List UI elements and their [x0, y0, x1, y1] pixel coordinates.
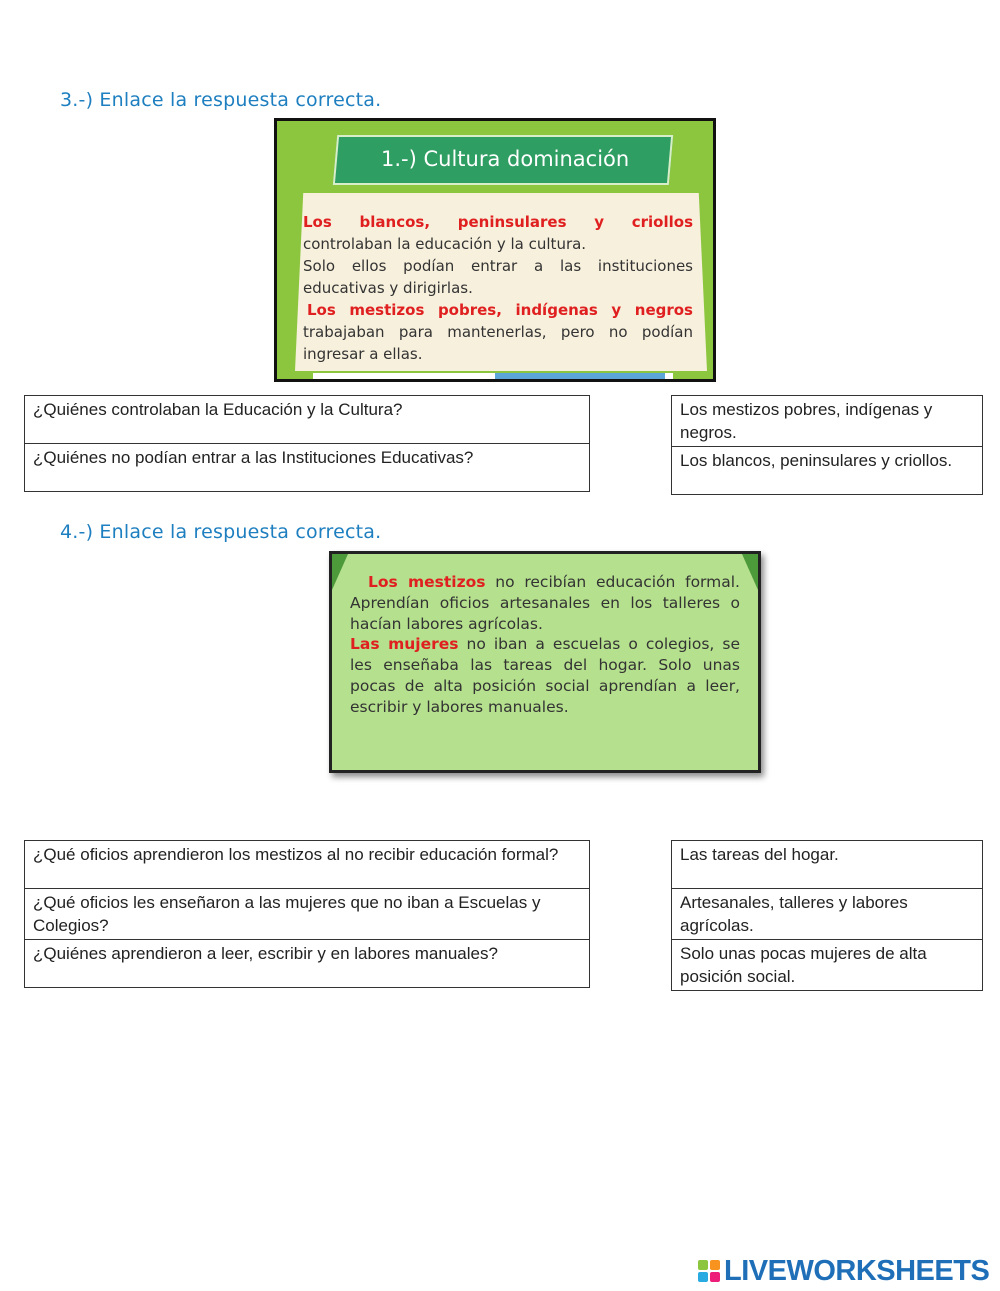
question-cell[interactable]: ¿Quiénes aprendieron a leer, escribir y en labores manuales?	[25, 940, 590, 988]
image-text-line: trabajaban para mantenerlas, pero no podían ingresar a ellas.	[303, 323, 693, 363]
logo-block	[710, 1272, 720, 1282]
image-text	[350, 572, 740, 718]
answer-cell[interactable]: Los blancos, peninsulares y criollos.	[672, 447, 983, 495]
image-corner-left	[332, 554, 348, 590]
answers-table-4	[671, 840, 983, 991]
questions-table-3	[24, 395, 590, 492]
table-row	[25, 444, 590, 492]
table-row	[672, 447, 983, 495]
answer-cell[interactable]: Solo unas pocas mujeres de alta posición social.	[672, 940, 983, 991]
image-highlight-women: Las mujeres	[350, 635, 459, 654]
table-row	[672, 396, 983, 447]
table-row	[25, 841, 590, 889]
table-row	[672, 889, 983, 940]
logo-block	[698, 1260, 708, 1270]
image-text-line: no recibían educación formal. Aprendían oficios artesanales en los talleres o hacían labores agrícolas.	[350, 573, 740, 633]
image-corner-right	[742, 554, 758, 590]
image-text-line: no iban a escuelas o colegios, se les enseñaba las tareas del hogar. Solo unas pocas de alta posición social aprendían a leer, escribir y labores manuales.	[350, 635, 740, 716]
question-cell[interactable]: ¿Qué oficios aprendieron los mestizos al no recibir educación formal?	[25, 841, 590, 889]
answer-cell[interactable]: Los mestizos pobres, indígenas y negros.	[672, 396, 983, 447]
answer-cell[interactable]: Las tareas del hogar.	[672, 841, 983, 889]
liveworksheets-logo	[698, 1254, 989, 1288]
logo-blocks-icon	[698, 1260, 720, 1282]
image-text-line: controlaban la educación y la cultura.	[303, 235, 587, 253]
section-4-heading: 4.-) Enlace la respuesta correcta.	[60, 521, 382, 543]
logo-text: LIVEWORKSHEETS	[724, 1254, 990, 1287]
logo-block	[710, 1260, 720, 1270]
question-cell[interactable]: ¿Quiénes no podían entrar a las Instituciones Educativas?	[25, 444, 590, 492]
image-strip-blue	[495, 373, 665, 379]
question-cell[interactable]: ¿Qué oficios les enseñaron a las mujeres que no iban a Escuelas y Colegios?	[25, 889, 590, 940]
image-text-line: Solo ellos podían entrar a las instituciones educativas y dirigirlas.	[303, 257, 693, 297]
table-row	[672, 940, 983, 991]
mestizos-women-image	[329, 551, 761, 773]
image-highlight-whites: Los blancos, peninsulares y criollos	[303, 213, 693, 231]
questions-table-4	[24, 840, 590, 988]
logo-block	[698, 1272, 708, 1282]
culture-domination-image	[274, 118, 716, 382]
table-row	[25, 940, 590, 988]
table-row	[672, 841, 983, 889]
section-3-heading: 3.-) Enlace la respuesta correcta.	[60, 89, 382, 111]
image-highlight-mestizos: Los mestizos	[368, 573, 486, 591]
question-cell[interactable]: ¿Quiénes controlaban la Educación y la Cultura?	[25, 396, 590, 444]
image-highlight-mestizos: Los mestizos pobres, indígenas y negros	[307, 301, 693, 319]
table-row	[25, 396, 590, 444]
image-text	[303, 211, 693, 365]
answer-cell[interactable]: Artesanales, talleres y labores agrícolas.	[672, 889, 983, 940]
answers-table-3	[671, 395, 983, 495]
image-banner-title: 1.-) Cultura dominación	[381, 147, 630, 171]
table-row	[25, 889, 590, 940]
